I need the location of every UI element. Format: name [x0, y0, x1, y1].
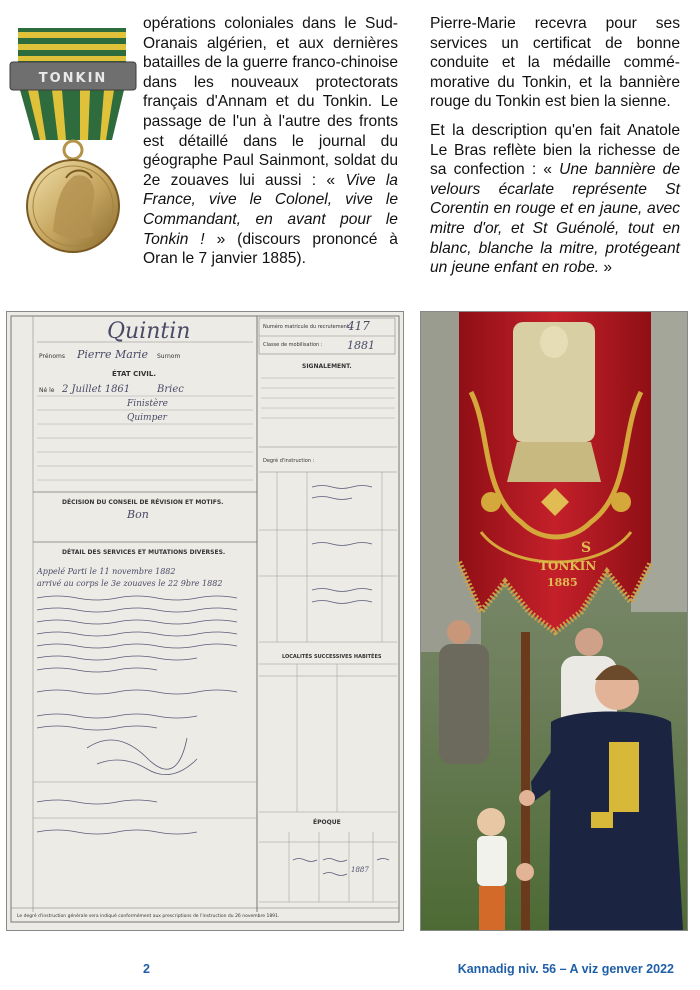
banner-pole — [521, 632, 530, 930]
svg-text:Appelé Parti le 11 novembre 18: Appelé Parti le 11 novembre 1882 — [37, 567, 176, 576]
svg-text:S: S — [581, 540, 592, 556]
tonkin-medal-image — [8, 26, 138, 258]
banner-inscription-year: 1885 — [547, 576, 578, 589]
article-paragraph: Pierre-Marie recevra pour ses services un certificat de bonne conduite et la médaille commé-morative du Tonkin, et la bannière rouge du Tonkin est bien la sienne. — [430, 15, 680, 111]
svg-text:Prénoms: Prénoms — [39, 353, 65, 360]
svg-text:SIGNALEMENT.: SIGNALEMENT. — [302, 363, 352, 370]
article-paragraph: Et la description qu'en fait Anatole Le Bras reflète bien la richesse de sa confection : « Une bannière de velours écarlate représente St Corentin en rouge et en jaune, avec mitre d'or, et St Guénolé, tout en blanc, blanche la mitre, protégeant un jeune enfant en robe. » — [430, 121, 680, 277]
banner-inscription-tonkin: TONKIN — [539, 559, 597, 573]
page-number: 2 — [143, 962, 150, 976]
svg-text:ÉPOQUE: ÉPOQUE — [313, 819, 341, 826]
register-prenoms: Pierre Marie — [77, 348, 149, 361]
speech-quote: Vive la France, vive le Colonel, vive le Commandant, en avant pour le Tonkin ! — [143, 171, 398, 248]
svg-text:arrivé au corps le 3e zouaves: arrivé au corps le 3e zouaves le 22 9bre 1882 — [37, 579, 223, 588]
military-register-scan — [6, 311, 404, 931]
svg-text:Degré d'instruction :: Degré d'instruction : — [263, 458, 315, 464]
issue-footer: Kannadig niv. 56 – A viz genver 2022 — [457, 962, 674, 976]
register-matricule: 417 — [347, 319, 370, 333]
register-birthplace: Briec — [157, 384, 184, 395]
article-column-left — [143, 14, 398, 278]
register-decision: Bon — [127, 508, 149, 521]
svg-text:DÉCISION DU CONSEIL DE RÉVISIO: DÉCISION DU CONSEIL DE RÉVISION ET MOTIFS. — [62, 499, 224, 506]
svg-text:LOCALITÉS SUCCESSIVES HABITÉES: LOCALITÉS SUCCESSIVES HABITÉES — [282, 654, 382, 660]
svg-text:Quimper: Quimper — [127, 413, 167, 423]
svg-text:ÉTAT CIVIL.: ÉTAT CIVIL. — [112, 370, 156, 378]
register-birth-date: 2 Juillet 1861 — [62, 384, 131, 395]
svg-text:Finistère: Finistère — [127, 399, 168, 409]
svg-text:Surnom: Surnom — [157, 353, 181, 360]
red-banner — [459, 312, 651, 632]
svg-text:Classe de mobilisation :: Classe de mobilisation : — [263, 342, 323, 348]
article-paragraph: opérations coloniales dans le Sud-Oranais algérien, et aux dernières batailles de la guerre franco-chinoise dans les nouveaux protectorats français d'Annam et du Tonkin. Le passage de l'un à l'autre des fronts est détaillé dans le journal du géographe Paul Sainmont, soldat du 2e zouaves lui aussi : « Vive la France, vive le Colonel, vive le Commandant, en avant pour le Tonkin ! » (discours prononcé à Oran le 7 janvier 1885). — [143, 15, 398, 268]
svg-text:DÉTAIL DES SERVICES ET MUTATIO: DÉTAIL DES SERVICES ET MUTATIONS DIVERSES. — [62, 549, 226, 556]
svg-text:Le degré d'instruction général: Le degré d'instruction générale sera indiqué conformément aux prescriptions de l'instruction du 26 novembre 1891. — [17, 914, 280, 919]
tonkin-banner-photo — [420, 311, 688, 931]
svg-text:Né le: Né le — [39, 387, 55, 394]
article-column-right — [430, 14, 680, 287]
register-surname: Quintin — [107, 319, 191, 344]
register-classe: 1881 — [347, 339, 375, 352]
svg-text:1887: 1887 — [351, 866, 369, 874]
medal-bar-label: TONKIN — [38, 71, 108, 86]
banner-description-quote: Une bannière de velours écarlate représente St Corentin en rouge et en jaune, avec mitre d'or, et St Guénolé, tout en blanc, blanche la mitre, protégeant un jeune enfant en robe. — [430, 161, 680, 277]
svg-text:Numéro matricule du recrutemen: Numéro matricule du recrutement : — [263, 324, 353, 330]
